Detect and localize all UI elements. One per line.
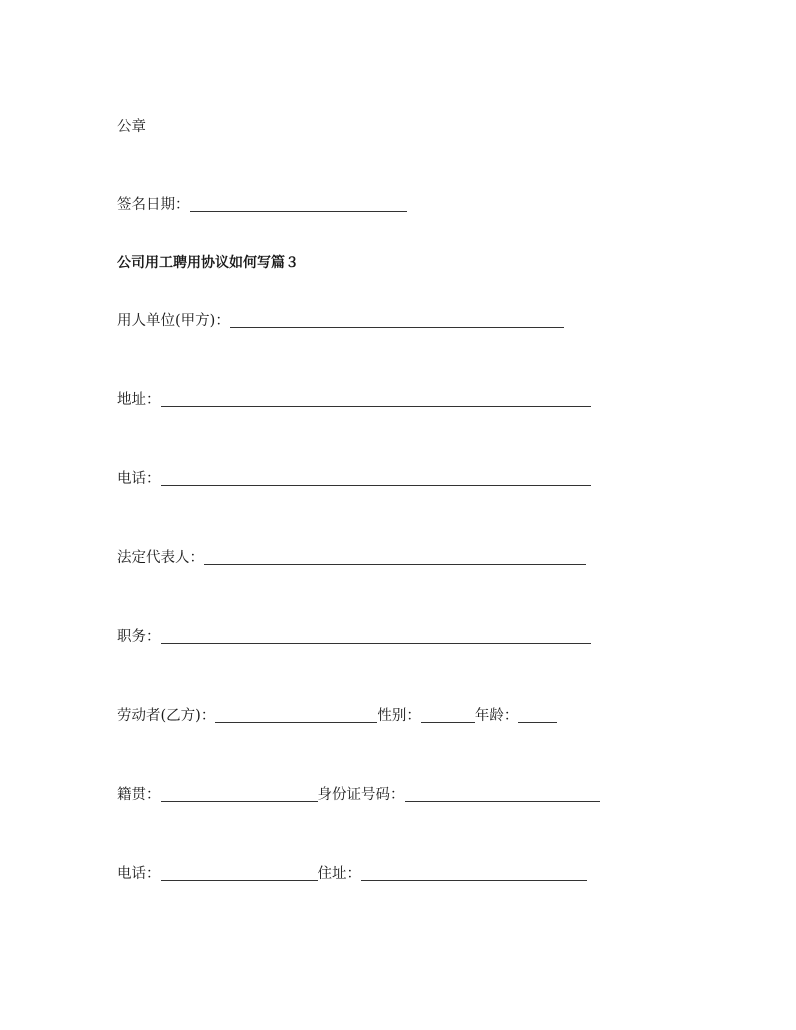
employer-line — [117, 312, 564, 330]
employer-blank[interactable] — [230, 313, 564, 328]
phone2-line — [117, 865, 587, 883]
legal-rep-line — [117, 549, 586, 567]
residence-blank[interactable] — [361, 866, 587, 881]
native-place-blank[interactable] — [161, 787, 318, 802]
legal-rep-label: 法定代表人： — [117, 550, 204, 566]
address-blank[interactable] — [161, 392, 591, 407]
address-label: 地址： — [117, 392, 161, 408]
employer-label: 用人单位(甲方)： — [117, 313, 230, 329]
residence-label: 住址： — [317, 866, 361, 882]
id-number-blank[interactable] — [405, 787, 600, 802]
address-line — [117, 391, 591, 409]
gender-blank[interactable] — [421, 708, 475, 723]
age-blank[interactable] — [518, 708, 557, 723]
section-heading — [117, 254, 299, 272]
seal-line — [117, 118, 146, 136]
phone-label: 电话： — [117, 471, 161, 487]
sign-date-blank[interactable] — [190, 197, 407, 212]
worker-line — [117, 707, 557, 725]
position-label: 职务： — [117, 629, 161, 645]
id-number-label: 身份证号码： — [317, 787, 405, 803]
worker-blank[interactable] — [215, 708, 377, 723]
heading-text: 公司用工聘用协议如何写篇３ — [117, 255, 299, 271]
age-label: 年龄： — [474, 708, 519, 724]
sign-date-label: 签名日期： — [117, 197, 190, 213]
position-blank[interactable] — [161, 629, 591, 644]
native-place-line — [117, 786, 600, 804]
gender-label: 性别： — [377, 708, 421, 724]
phone2-blank[interactable] — [161, 866, 318, 881]
phone2-label: 电话： — [117, 866, 161, 882]
phone-blank[interactable] — [161, 471, 591, 486]
phone-line — [117, 470, 591, 488]
position-line — [117, 628, 591, 646]
worker-label: 劳动者(乙方)： — [117, 708, 216, 724]
seal-text: 公章 — [117, 119, 146, 135]
legal-rep-blank[interactable] — [204, 550, 586, 565]
native-place-label: 籍贯： — [117, 787, 161, 803]
sign-date-line — [117, 196, 407, 214]
